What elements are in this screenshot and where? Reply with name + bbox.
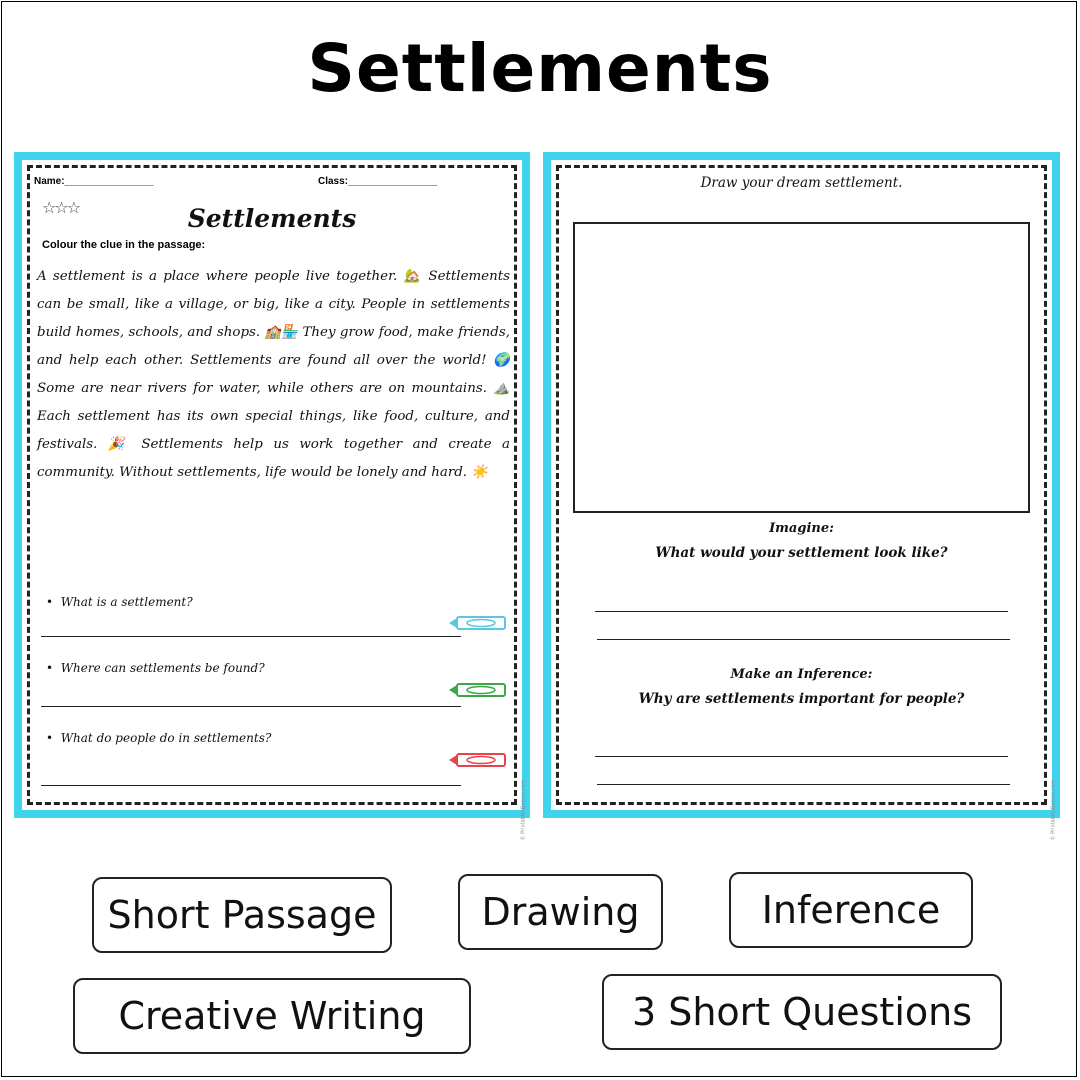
worksheet-drawing-inner <box>551 160 1057 841</box>
question-1: • What is a settlement? <box>46 595 193 609</box>
crayon-green-icon <box>449 683 509 697</box>
question-3-text: What do people do in settlements? <box>60 731 272 745</box>
page-title: Settlements <box>307 30 773 107</box>
answer-line-1[interactable] <box>41 636 461 637</box>
worksheet-drawing-page <box>543 152 1060 841</box>
inference-question: Why are settlements important for people? <box>638 691 965 707</box>
crayon-blue-icon <box>449 616 509 630</box>
question-1-text: What is a settlement? <box>60 595 193 609</box>
tag-3-short-questions: 3 Short Questions <box>602 974 1002 1050</box>
answer-line-2[interactable] <box>41 706 461 707</box>
reading-passage: A settlement is a place where people live together. 🏡 Settlements can be small, like a village, or big, like a city. People in settlements build homes, schools, and shops. 🏫🏪 They grow food, make friends, and help each other. Settlements are found all over the world! 🌍 Some are near rivers for water, while others are on mountains. ⛰️ Each settlement has its own special things, like food, culture, and festivals. 🎉 Settlements help us work together and create a community. Without settlements, life would be lonely and hard. ☀️ <box>37 269 510 480</box>
inference-heading: Make an Inference: <box>730 667 873 682</box>
imagine-question: What would your settlement look like? <box>655 545 948 561</box>
tag-creative-writing: Creative Writing <box>73 978 471 1054</box>
tag-short-passage: Short Passage <box>92 877 392 953</box>
question-2-text: Where can settlements be found? <box>60 661 265 675</box>
answer-line-3[interactable] <box>41 785 461 786</box>
crayon-red-icon <box>449 753 509 767</box>
worksheet-passage-inner <box>22 160 527 841</box>
watermark: © PrintablesBazaar.com <box>521 780 527 841</box>
drawing-area[interactable] <box>573 222 1030 513</box>
imagine-heading: Imagine: <box>769 521 834 536</box>
worksheet-title: Settlements <box>187 204 357 233</box>
question-2: • Where can settlements be found? <box>46 661 265 675</box>
tag-inference: Inference <box>729 872 973 948</box>
tag-drawing: Drawing <box>458 874 663 950</box>
class-field-label: Class:________________ <box>318 176 437 187</box>
imagine-answer-line-2[interactable] <box>597 639 1010 640</box>
rating-stars-icon: ☆☆☆ <box>42 198 80 217</box>
draw-prompt: Draw your dream settlement. <box>700 175 903 191</box>
instruction-text: Colour the clue in the passage: <box>42 239 206 251</box>
inference-answer-line-2[interactable] <box>597 784 1010 785</box>
worksheet-passage-page <box>14 152 530 841</box>
name-field-label: Name:________________ <box>34 176 154 187</box>
question-3: • What do people do in settlements? <box>46 731 272 745</box>
inference-answer-line-1[interactable] <box>595 756 1008 757</box>
imagine-answer-line-1[interactable] <box>595 611 1008 612</box>
watermark: © PrintablesBazaar.com <box>1051 780 1057 841</box>
